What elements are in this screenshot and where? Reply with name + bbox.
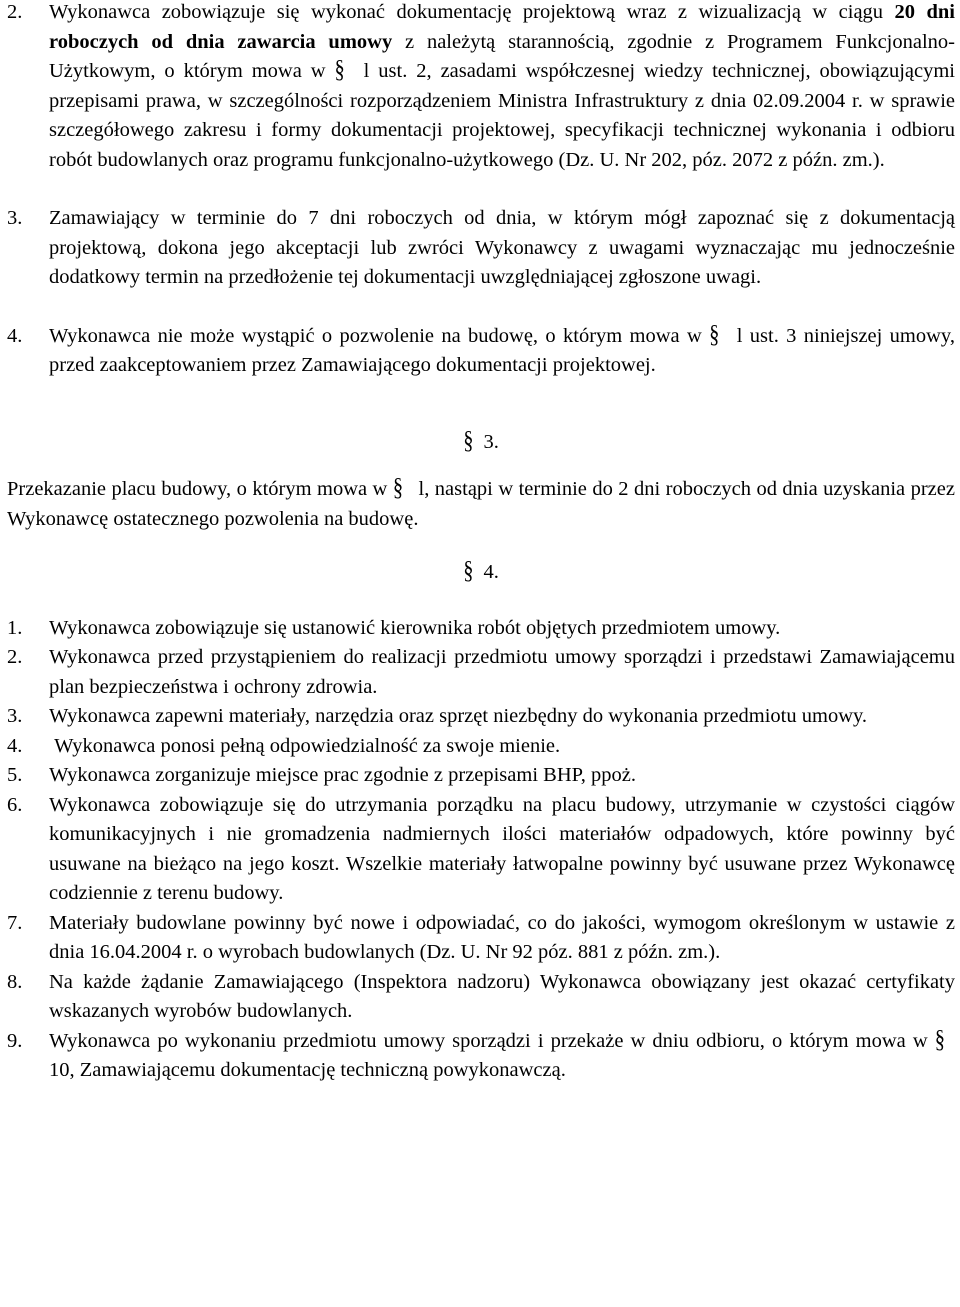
list-item (7, 1027, 955, 1086)
item-number: 8. (7, 970, 23, 993)
item-text: Wykonawca po wykonaniu przedmiotu umowy sporządzi i przekaże w dniu odbioru, o którym mowa w § 10, Zamawiającemu dokumentację techniczną powykonawczą. (49, 1027, 955, 1086)
item-text: Wykonawca zobowiązuje się wykonać dokumentację projektową wraz z wizualizacją w ciągu 20 dni roboczych od dnia zawarcia umowy z należytą starannością, zgodnie z Programem Funkcjonalno-Użytkowym, o którym mowa w § l ust. 2, zasadami współczesnej wiedzy technicznej, obowiązującymi przepisami prawa, w szczególności rozporządzeniem Ministra Infrastruktury z dnia 02.09.2004 r. w sprawie szczegółowego zakresu i formy dokumentacji projektowej, specyfikacji technicznej wykonania i odbioru robót budowlanych oraz programu funkcjonalno-użytkowego (Dz. U. Nr 202, póz. 2072 z późn. zm.). (49, 1, 956, 171)
emphasis-deadline: 20 dni roboczych od dnia zawarcia umowy (49, 1, 956, 53)
item-number: 9. (7, 1029, 23, 1052)
list-item (7, 761, 955, 791)
item-number: 5. (7, 764, 23, 786)
section-sign: § (463, 557, 474, 585)
list-item (7, 204, 955, 293)
list-item (7, 614, 955, 644)
list-item (7, 909, 955, 968)
list-item (7, 732, 955, 762)
list-item (7, 322, 955, 381)
section-heading-4: § 4. (7, 558, 955, 588)
item-text: Wykonawca przed przystąpieniem do realizacji przedmiotu umowy sporządzi i przedstawi Zamawiającemu plan bezpieczeństwa i ochrony zdrowia. (49, 646, 955, 698)
list-item (7, 791, 955, 909)
item-text: Wykonawca zobowiązuje się do utrzymania porządku na placu budowy, utrzymanie w czystości ciągów komunikacyjnych i nie gromadzenia nadmiernych ilości materiałów odpadowych, które powinny być usuwane na bieżąco na jego koszt. Wszelkie materiały łatwopalne powinny być usuwane przez Wykonawcę codziennie z terenu budowy. (49, 793, 955, 904)
document-page (7, 0, 955, 1086)
list-item (7, 0, 955, 175)
section-4-list (7, 614, 955, 1086)
item-number: 1. (7, 616, 23, 639)
section-sign: § (334, 56, 345, 84)
section-sign: § (934, 1025, 945, 1054)
item-text: Wykonawca zapewni materiały, narzędzia oraz sprzęt niezbędny do wykonania przedmiotu umowy. (49, 705, 868, 727)
item-number: 3. (7, 705, 23, 727)
item-number: 6. (7, 793, 23, 816)
section-sign: § (392, 474, 404, 502)
section-sign: § (463, 426, 474, 455)
item-text: Materiały budowlane powinny być nowe i odpowiadać, co do jakości, wymogom określonym w ustawie z dnia 16.04.2004 r. o wyrobach budowlanych (Dz. U. Nr 92 póz. 881 z późn. zm.). (49, 911, 955, 963)
item-text: Zamawiający w terminie do 7 dni roboczych od dnia, w którym mógł zapoznać się z dokumentacją projektową, dokona jego akceptacji lub zwróci Wykonawcy z uwagami wyznaczając mu jednocześnie dodatkowy termin na przedłożenie tej dokumentacji uwzględniającej zgłoszone uwagi. (49, 207, 955, 288)
item-number: 2. (7, 646, 23, 668)
item-number: 4. (7, 734, 23, 757)
section-3-paragraph: Przekazanie placu budowy, o którym mowa w § l, nastąpi w terminie do 2 dni roboczych od dnia uzyskania przez Wykonawcę ostatecznego pozwolenia na budowę. (7, 475, 955, 534)
item-number: 7. (7, 911, 23, 934)
item-text: Wykonawca nie może wystąpić o pozwolenie na budowę, o którym mowa w § l ust. 3 niniejszej umowy, przed zaakceptowaniem przez Zamawiającego dokumentacji projektowej. (49, 322, 955, 381)
list-item (7, 643, 955, 702)
list-item (7, 968, 955, 1027)
item-text: Wykonawca ponosi pełną odpowiedzialność za swoje mienie. (49, 734, 561, 757)
item-text: Na każde żądanie Zamawiającego (Inspektora nadzoru) Wykonawca obowiązany jest okazać certyfikaty wskazanych wyrobów budowlanych. (49, 970, 955, 1022)
item-text: Wykonawca zorganizuje miejsce prac zgodnie z przepisami BHP, ppoż. (49, 764, 636, 786)
item-number: 3. (7, 207, 23, 229)
section-heading-3: § 3. (7, 428, 955, 458)
item-number: 4. (7, 324, 23, 347)
list-item (7, 702, 955, 732)
item-text: Wykonawca zobowiązuje się ustanowić kierownika robót objętych przedmiotem umowy. (49, 616, 781, 639)
item-number: 2. (7, 1, 23, 23)
section-sign: § (709, 320, 720, 349)
